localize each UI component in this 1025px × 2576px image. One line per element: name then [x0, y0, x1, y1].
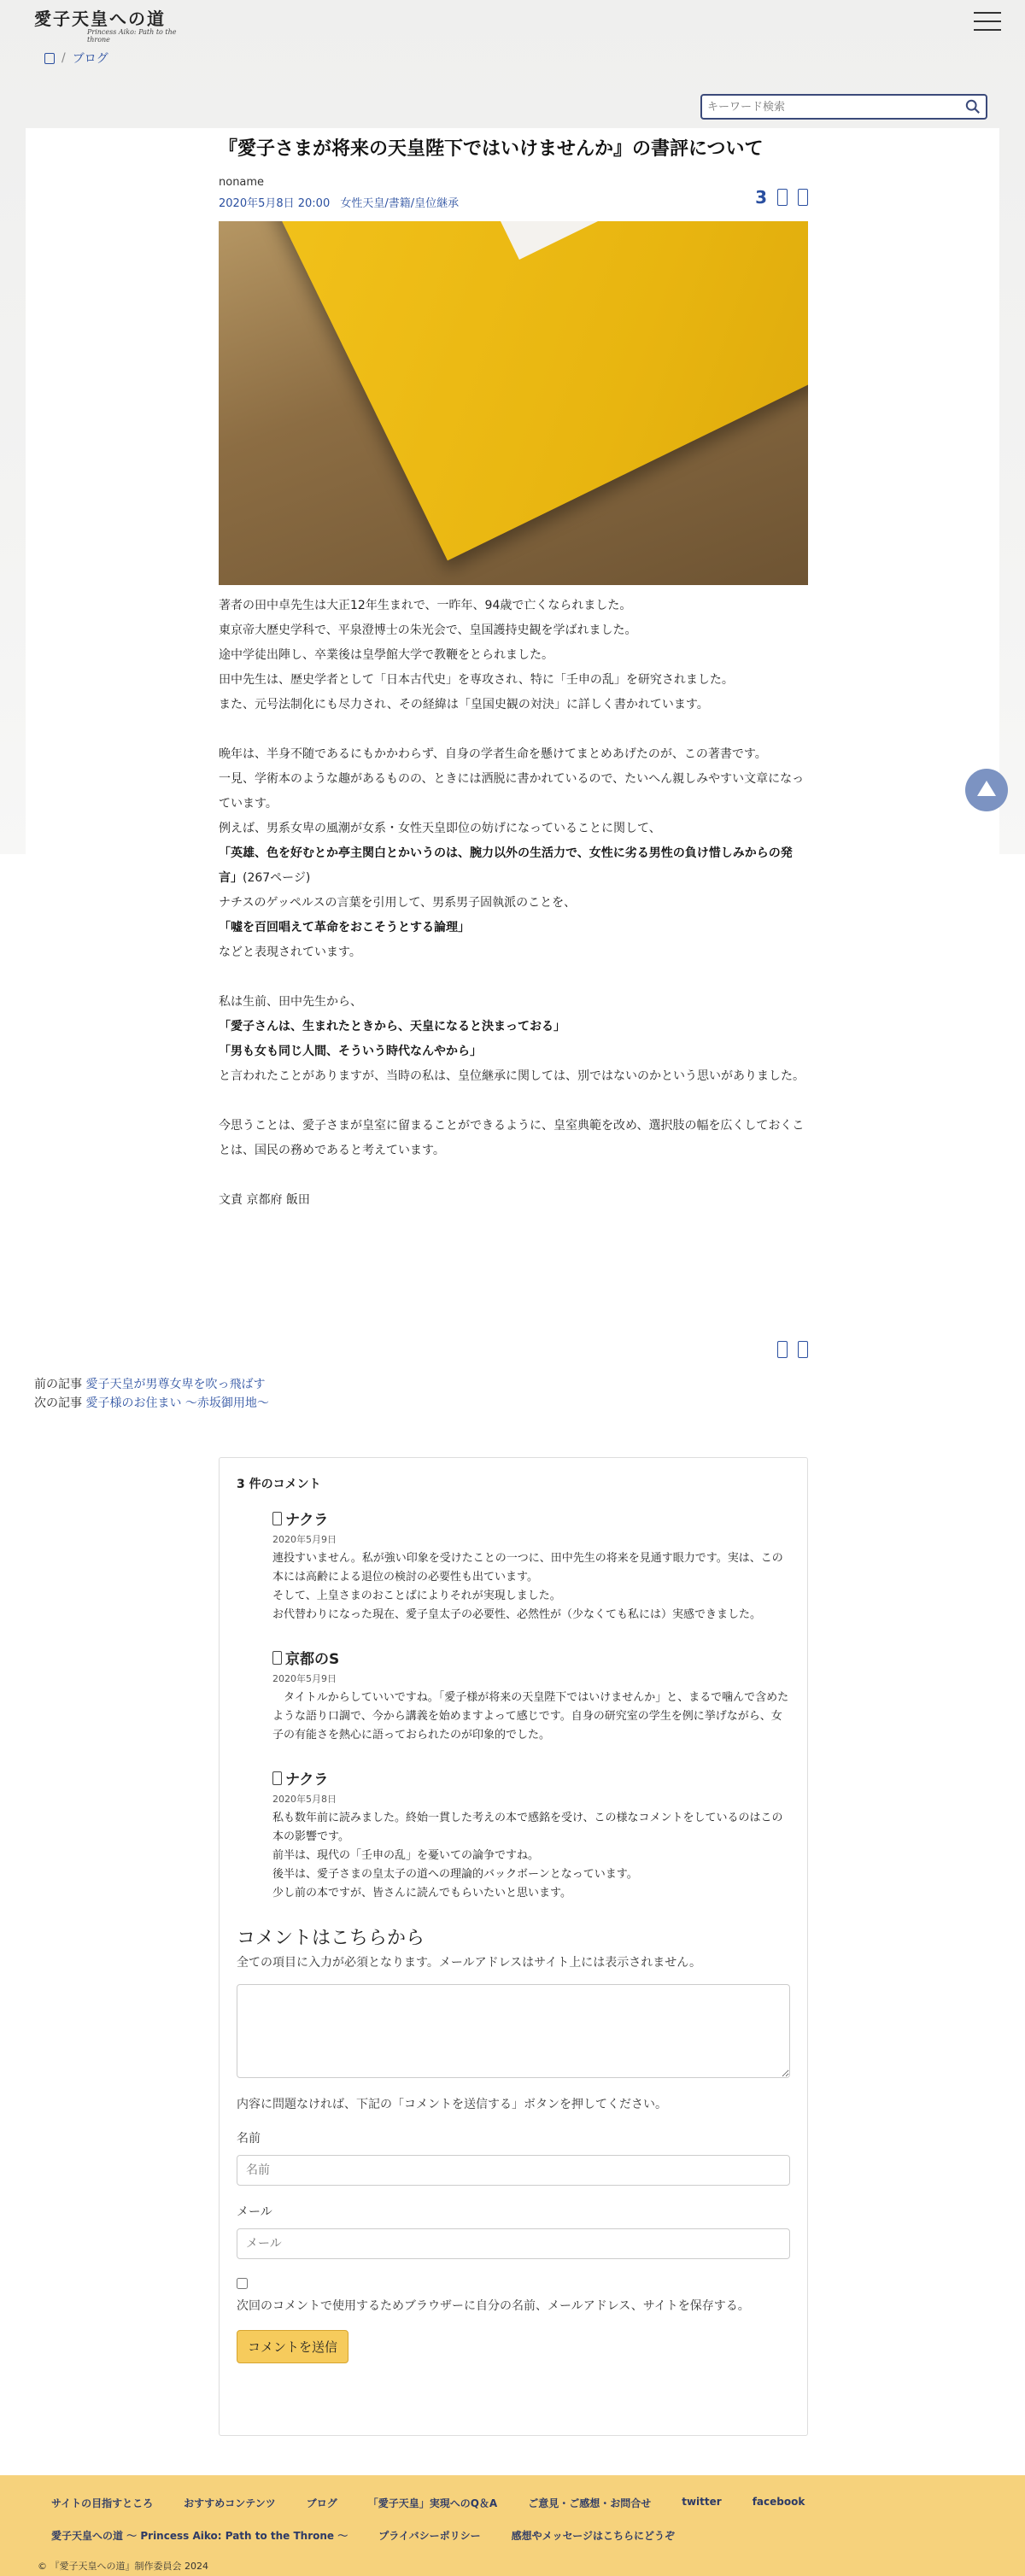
post-date: 2020年5月8日 20:00 — [219, 197, 331, 210]
body-paragraph: また、元号法制化にも尽力され、その経緯は「皇国史観の対決」に詳しく書かれています。 — [219, 698, 709, 711]
body-paragraph: 途中学徒出陣し、卒業後は皇學館大学で教鞭をとられました。 — [219, 648, 554, 662]
save-info-row — [237, 2278, 790, 2316]
comment-form-title: コメントはこちらから — [237, 1928, 425, 1949]
email-field[interactable] — [237, 2228, 790, 2259]
body-paragraph: ナチスのゲッペルスの言葉を引用して、男系男子固執派のことを、 — [219, 896, 577, 910]
scroll-to-top-button[interactable] — [965, 769, 1008, 811]
prev-post-label: 前の記事 — [34, 1378, 82, 1391]
comment-author-name: ナクラ — [285, 1771, 329, 1789]
submit-comment-button[interactable]: コメントを送信 — [237, 2330, 348, 2363]
comments-count: 3 件のコメント — [237, 1478, 321, 1491]
site-footer — [0, 2475, 1025, 2576]
footer-link-twitter[interactable]: twitter — [682, 2496, 722, 2508]
next-post-link[interactable]: 愛子様のお住まい 〜赤坂御用地〜 — [85, 1396, 269, 1410]
user-icon — [272, 1771, 282, 1785]
comment-date: 2020年5月9日 — [272, 1673, 337, 1684]
share-buttons — [755, 187, 808, 208]
footer-link-contact[interactable]: ご意見・ご感想・お問合せ — [528, 2497, 652, 2509]
menu-icon[interactable] — [974, 12, 1001, 34]
body-paragraph: 今思うことは、愛子さまが皇室に留まることができるように、皇室典範を改め、選択肢の幅を広くしておくことは、国民の務めであると考えています。 — [219, 1119, 805, 1157]
article-signature: 文責 京都府 飯田 — [219, 1193, 310, 1207]
quote-text: 「英雄、色を好むとか亭主関白とかいうのは、腕力以外の生活力で、女性に劣る男性の負け惜しみからの発言」 — [219, 846, 793, 885]
book-body — [253, 221, 808, 560]
breadcrumb-separator: / — [62, 51, 66, 65]
footer-link-blog[interactable]: ブログ — [306, 2497, 337, 2509]
quote-paragraph — [219, 1015, 808, 1039]
site-logo[interactable] — [34, 5, 179, 48]
name-field[interactable] — [237, 2155, 790, 2186]
body-paragraph: 著者の田中卓先生は大正12年生まれで、一昨年、94歳で亡くなられました。 — [219, 599, 632, 612]
save-info-checkbox[interactable] — [237, 2278, 248, 2289]
article-body — [219, 594, 808, 1213]
comment — [272, 1767, 790, 1903]
body-paragraph: などと表現されています。 — [219, 946, 361, 959]
comment-textarea[interactable] — [237, 1984, 790, 2078]
post-meta — [219, 187, 808, 214]
article — [219, 137, 808, 1213]
comment-body — [272, 1549, 790, 1625]
comment-line: 後半は、愛子さまの皇太子の道への理論的バックボーンとなっています。 — [272, 1868, 638, 1881]
comment-body — [272, 1689, 790, 1745]
book-cover-image — [219, 221, 808, 585]
footer-link-mission[interactable]: サイトの目指すところ — [51, 2497, 154, 2509]
breadcrumb — [44, 50, 108, 67]
copyright: © 『愛子天皇への道』制作委員会 2024 — [38, 2561, 208, 2572]
search-icon[interactable] — [965, 99, 981, 114]
comment-line: タイトルからしていいですね。「愛子様が将来の天皇陛下ではいけませんか」と、まるで噛んで含めたような語り口調で、今から講義を始めますよって感じです。自身の研究室の学生を例に挙げながら、女子の有能さを熱心に語っておられたのが印象的でした。 — [272, 1691, 789, 1742]
footer-link-recommended[interactable]: おすすめコンテンツ — [184, 2497, 276, 2509]
comment-date: 2020年5月8日 — [272, 1794, 337, 1805]
comment-form-note: 全ての項目に入力が必須となります。メールアドレスはサイト上には表示されません。 — [237, 1956, 702, 1970]
body-paragraph: 私は生前、田中先生から、 — [219, 995, 362, 1009]
share-facebook-icon[interactable] — [798, 189, 808, 206]
footer-nav-primary — [51, 2496, 805, 2510]
footer-nav-secondary — [51, 2528, 675, 2543]
comment-author — [272, 1508, 790, 1529]
user-icon — [272, 1512, 282, 1525]
share-buttons-bottom — [777, 1341, 808, 1358]
body-paragraph: 東京帝大歴史学科で、平泉澄博士の朱光会で、皇国護持史観を学ばれました。 — [219, 624, 637, 637]
share-twitter-icon[interactable] — [777, 189, 788, 206]
post-category[interactable]: 女性天皇/書籍/皇位継承 — [340, 197, 460, 210]
comment-author — [272, 1767, 790, 1789]
comment-line: そして、上皇さまのおことばによりそれが実現しました。 — [272, 1590, 561, 1602]
prev-post-link[interactable]: 愛子天皇が男尊女卑を吹っ飛ばす — [85, 1378, 266, 1391]
quote-text: 「男も女も同じ人間、そういう時代なんやから」 — [219, 1045, 482, 1058]
save-info-label: 次回のコメントで使用するためブラウザーに自分の名前、メールアドレス、サイトを保存する。 — [237, 2299, 750, 2313]
footer-link-qa[interactable]: 「愛子天皇」実現へのQ＆A — [367, 2497, 498, 2509]
search-box — [700, 94, 987, 120]
name-label: 名前 — [237, 2132, 261, 2146]
post-author: noname — [219, 176, 265, 189]
footer-link-home[interactable]: 愛子天皇への道 〜 Princess Aiko: Path to the Throne 〜 — [51, 2530, 348, 2542]
breadcrumb-blog[interactable]: ブログ — [72, 52, 108, 66]
comment — [272, 1508, 790, 1625]
body-paragraph: 田中先生は、歴史学者として「日本古代史」を専攻され、特に「壬申の乱」を研究されました。 — [219, 673, 734, 687]
quote-paragraph — [219, 841, 808, 891]
footer-link-privacy[interactable]: プライバシーポリシー — [378, 2530, 481, 2542]
next-post-label: 次の記事 — [34, 1396, 82, 1410]
comment-line: 前半は、現代の「壬申の乱」を憂いての論争ですね。 — [272, 1849, 540, 1862]
post-navigation — [34, 1375, 269, 1413]
body-paragraph: 一見、学術本のような趣があるものの、ときには洒脱に書かれているので、たいへん親しみやすい文章になっています。 — [219, 772, 805, 811]
quote-paragraph — [219, 916, 808, 940]
search-input[interactable] — [702, 101, 955, 114]
post-title: 『愛子さまが将来の天皇陛下ではいけませんか』の書評について — [219, 138, 764, 160]
comment-line: 私も数年前に読みました。終始一貫した考えの本で感銘を受け、この様なコメントをしているのはこの本の影響です。 — [272, 1812, 783, 1843]
footer-link-facebook[interactable]: facebook — [752, 2496, 805, 2508]
comment-line: お代替わりになった現在、愛子皇太子の必要性、必然性が（少なくても私には）実感できました。 — [272, 1608, 762, 1621]
next-post — [34, 1394, 269, 1413]
comment-author-name: ナクラ — [285, 1512, 329, 1529]
comments-section — [219, 1457, 808, 2436]
quote-page-ref: (267ページ) — [243, 871, 311, 885]
comment-author-name: 京都のS — [285, 1651, 340, 1668]
body-paragraph: と言われたことがありますが、当時の私は、皇位継承に関しては、別ではないのかという思いがありました。 — [219, 1069, 805, 1083]
comment — [272, 1647, 790, 1745]
comment-line: 連投すいません。私が強い印象を受けたことの一つに、田中先生の将来を見通す眼力です。実は、この本には高齢による退位の検討の必要性も出ています。 — [272, 1552, 783, 1584]
comment-date: 2020年5月9日 — [272, 1534, 337, 1545]
body-paragraph: 晩年は、半身不随であるにもかかわらず、自身の学者生命を懸けてまとめあげたのが、この著書です。 — [219, 747, 767, 761]
comment-form-hint: 内容に問題なければ、下記の「コメントを送信する」ボタンを押してください。 — [237, 2098, 667, 2111]
quote-text: 「嘘を百回唱えて革命をおこそうとする論理」 — [219, 921, 470, 934]
share-facebook-icon[interactable] — [798, 1341, 808, 1358]
user-icon — [272, 1651, 282, 1665]
footer-link-messages[interactable]: 感想やメッセージはこちらにどうぞ — [511, 2530, 675, 2542]
quote-paragraph — [219, 1039, 808, 1064]
share-count: 3 — [755, 187, 767, 208]
body-paragraph: 例えば、男系女卑の風潮が女系・女性天皇即位の妨げになっていることに関して、 — [219, 822, 661, 835]
logo-text: 愛子天皇への道 — [34, 9, 166, 29]
email-label: メール — [237, 2205, 272, 2219]
comment-line: 少し前の本ですが、皆さんに読んでもらいたいと思います。 — [272, 1887, 571, 1900]
comment-author — [272, 1647, 790, 1668]
comment-body — [272, 1809, 790, 1903]
home-icon[interactable] — [44, 53, 55, 64]
logo-subtitle: Princess Aiko: Path to the throne — [87, 28, 177, 44]
prev-post — [34, 1375, 269, 1394]
share-twitter-icon[interactable] — [777, 1341, 788, 1358]
quote-text: 「愛子さんは、生まれたときから、天皇になると決まっておる」 — [219, 1020, 565, 1033]
